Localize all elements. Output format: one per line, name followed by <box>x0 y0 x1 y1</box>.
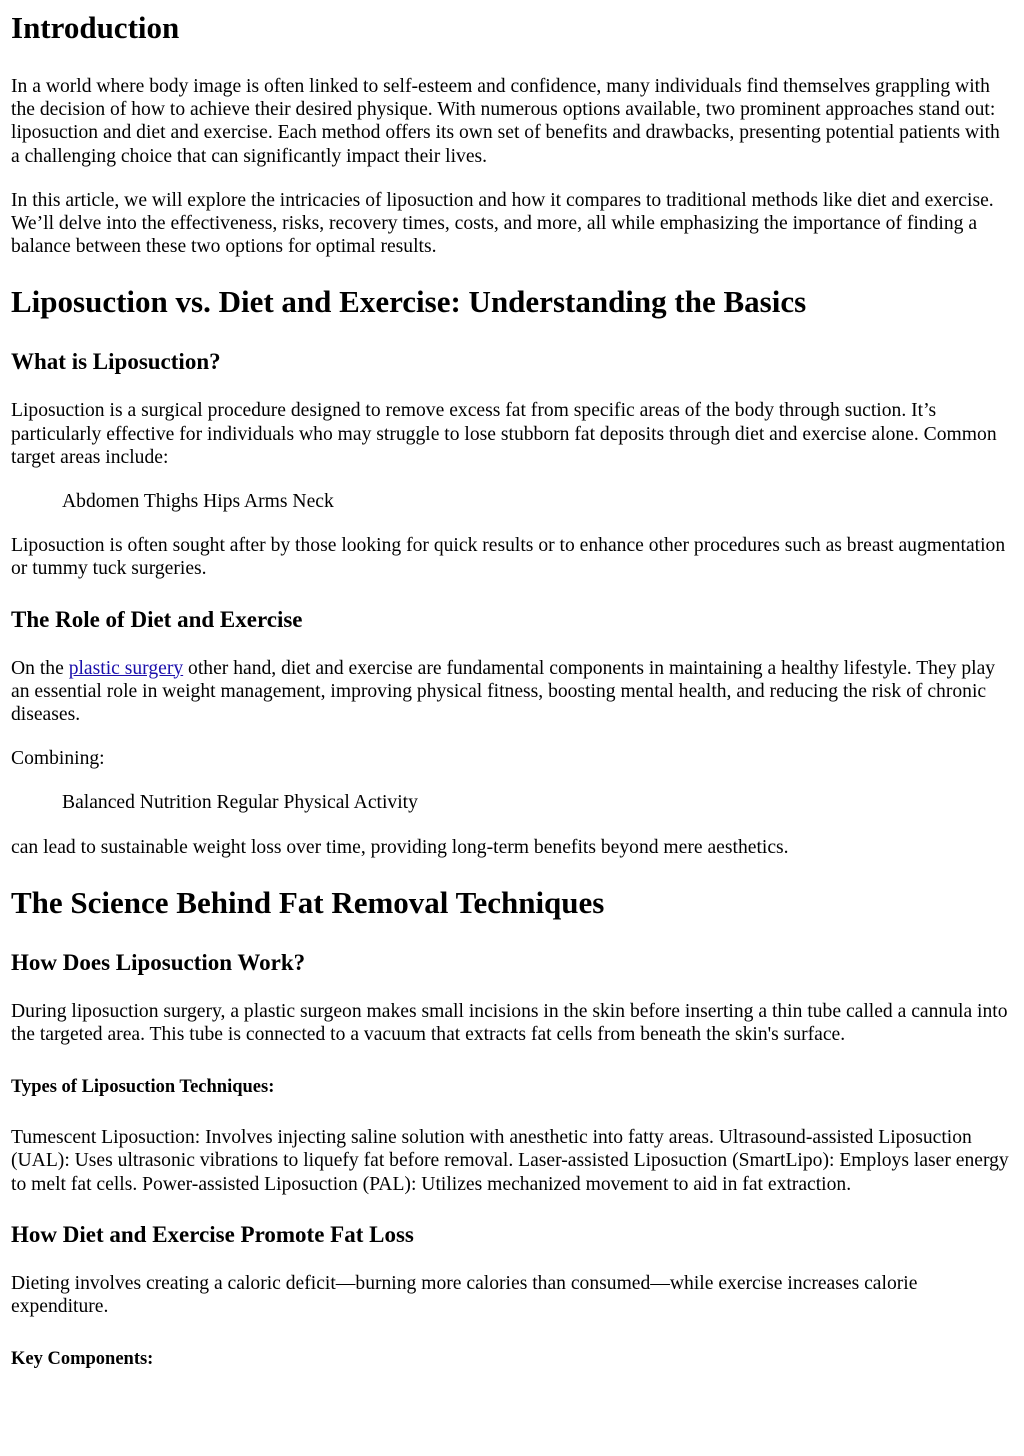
role-text-before: On the <box>11 657 69 679</box>
types-heading: Types of Liposuction Techniques: <box>11 1077 275 1098</box>
article <box>0 10 1024 1370</box>
key-components-heading: Key Components: <box>11 1349 154 1370</box>
how-paragraph-1: During liposuction surgery, a plastic surgeon makes small incisions in the skin before inserting a thin tube called a cannula into the targeted area. This tube is connected to a vacuum that extracts fat cells from beneath the skin's surface. <box>11 1000 1008 1046</box>
plastic-surgery-link[interactable]: plastic surgery <box>68 657 184 679</box>
diet-paragraph-1: Dieting involves creating a caloric deficit—burning more calories than consumed—while exercise increases calorie expenditure. <box>11 1272 918 1318</box>
intro-paragraph-1: In a world where body image is often linked to self-esteem and confidence, many individuals find themselves grappling with the decision of how to achieve their desired physique. With numerous options available, two prominent approaches stand out: liposuction and diet and exercise. Each method offers its own set of benefits and drawbacks, presenting potential patients with a challenging choice that can significantly impact their lives. <box>11 76 1000 167</box>
role-text-after: other hand, diet and exercise are fundamental components in maintaining a healthy lifestyle. They play an essential role in weight management, improving physical fitness, boosting mental health, and reducing the risk of chronic diseases. <box>11 657 996 726</box>
types-paragraph: Tumescent Liposuction: Involves injecting saline solution with anesthetic into fatty areas. Ultrasound-assisted Liposuction (UAL): Uses ultrasonic vibrations to liquefy fat before removal. Laser-assisted Liposuction (SmartLipo): Employs laser energy to melt fat cells. Power-assisted Liposuction (PAL): Utilizes mechanized movement to aid in fat extraction. <box>11 1127 1009 1195</box>
sustainable-paragraph: can lead to sustainable weight loss over time, providing long-term benefits beyond mere aesthetics. <box>11 836 789 858</box>
role-of-diet-heading: The Role of Diet and Exercise <box>11 606 303 632</box>
basics-heading: Liposuction vs. Diet and Exercise: Understanding the Basics <box>11 284 807 320</box>
science-heading: The Science Behind Fat Removal Techniques <box>11 884 605 920</box>
how-liposuction-works-heading: How Does Liposuction Work? <box>11 949 306 975</box>
what-paragraph-1: Liposuction is a surgical procedure designed to remove excess fat from specific areas of the body through suction. It’s particularly effective for individuals who may struggle to lose stubborn fat deposits through diet and exercise alone. Common target areas include: <box>11 400 997 468</box>
diet-exercise-heading: How Diet and Exercise Promote Fat Loss <box>11 1221 414 1247</box>
intro-heading: Introduction <box>11 10 180 45</box>
what-is-liposuction-heading: What is Liposuction? <box>11 349 221 375</box>
intro-paragraph-2: In this article, we will explore the intricacies of liposuction and how it compares to traditional methods like diet and exercise. We’ll delve into the effectiveness, risks, recovery times, costs, and more, all while emphasizing the importance of finding a balance between these two options for optimal results. <box>11 189 994 258</box>
combining-items-list: Balanced Nutrition Regular Physical Activity <box>62 792 418 814</box>
role-paragraph-1 <box>11 657 1013 727</box>
what-paragraph-2: Liposuction is often sought after by those looking for quick results or to enhance other procedures such as breast augmentation or tummy tuck surgeries. <box>11 535 1006 580</box>
combining-label: Combining: <box>11 748 105 770</box>
target-areas-list: Abdomen Thighs Hips Arms Neck <box>62 491 334 513</box>
